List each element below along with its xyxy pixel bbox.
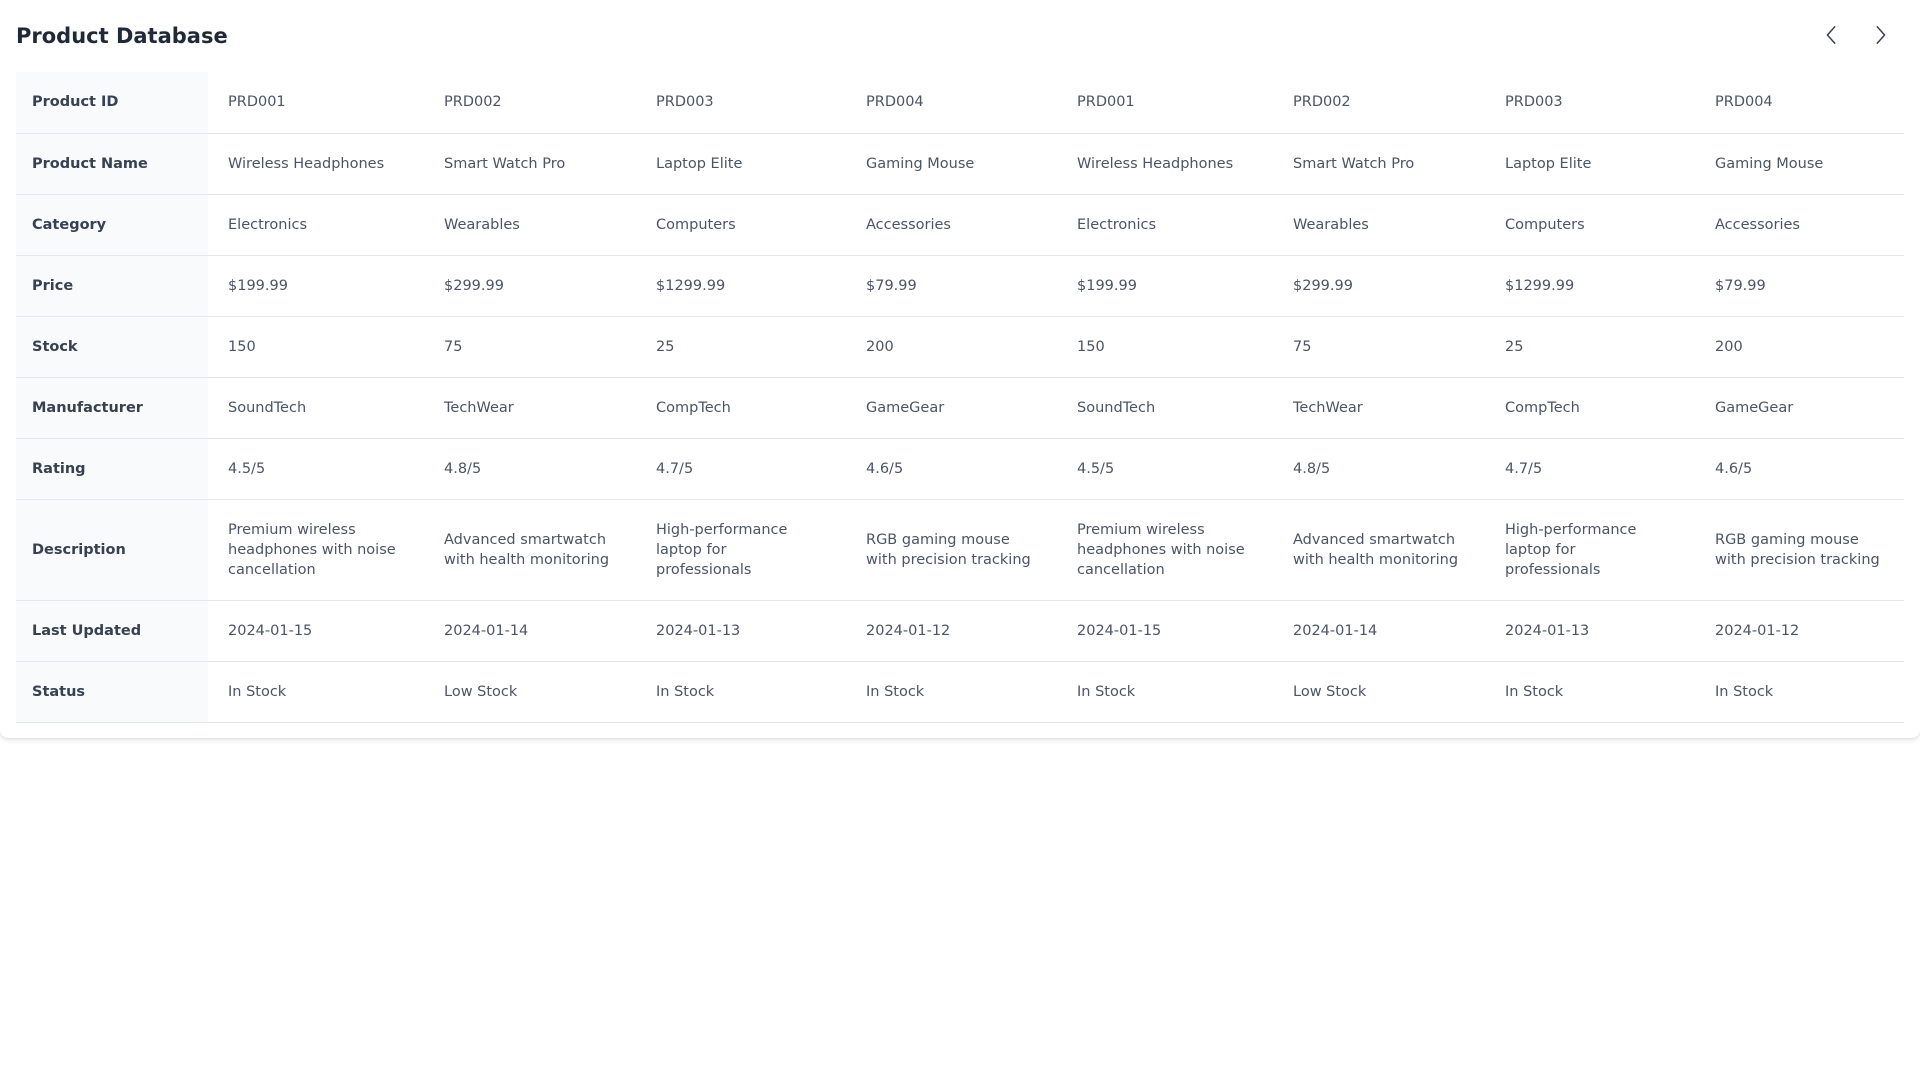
table-cell: PRD004 <box>846 72 1057 133</box>
table-cell: GameGear <box>846 377 1057 438</box>
table-cell: PRD003 <box>636 72 846 133</box>
table-cell: 2024-01-12 <box>846 600 1057 661</box>
row-label: Price <box>16 255 208 316</box>
chevron-left-icon <box>1821 24 1843 49</box>
table-cell: 4.5/5 <box>208 438 424 499</box>
table-cell: Premium wireless headphones with noise cancellation <box>1057 499 1273 600</box>
table-cell: In Stock <box>1485 661 1695 722</box>
table-cell: High-performance laptop for professionals <box>636 499 846 600</box>
table-cell: Electronics <box>1057 194 1273 255</box>
row-label: Last Updated <box>16 600 208 661</box>
table-cell: 4.5/5 <box>1057 438 1273 499</box>
table-cell: 2024-01-15 <box>208 600 424 661</box>
table-cell: TechWear <box>424 377 636 438</box>
table-cell: 25 <box>636 316 846 377</box>
table-cell: $299.99 <box>424 255 636 316</box>
table-cell: Low Stock <box>1273 661 1485 722</box>
table-cell: Advanced smartwatch with health monitoring <box>424 499 636 600</box>
table-cell: 4.7/5 <box>1485 438 1695 499</box>
table-cell: 4.7/5 <box>636 438 846 499</box>
table-cell: SoundTech <box>208 377 424 438</box>
table-cell: 75 <box>1273 316 1485 377</box>
table-cell: Wireless Headphones <box>1057 133 1273 194</box>
table-cell: GameGear <box>1695 377 1904 438</box>
page-title: Product Database <box>16 24 228 48</box>
table-cell: $79.99 <box>846 255 1057 316</box>
table-row <box>16 316 1904 377</box>
table-cell: In Stock <box>636 661 846 722</box>
row-label: Status <box>16 661 208 722</box>
table-cell: Computers <box>636 194 846 255</box>
next-button[interactable] <box>1860 16 1900 56</box>
table-cell: SoundTech <box>1057 377 1273 438</box>
table-cell: High-performance laptop for professionals <box>1485 499 1695 600</box>
row-label: Product Name <box>16 133 208 194</box>
table-cell: In Stock <box>846 661 1057 722</box>
table-cell: 2024-01-12 <box>1695 600 1904 661</box>
table-cell: $1299.99 <box>1485 255 1695 316</box>
table-cell: 4.8/5 <box>1273 438 1485 499</box>
row-label: Rating <box>16 438 208 499</box>
table-cell: PRD001 <box>1057 72 1273 133</box>
row-label: Stock <box>16 316 208 377</box>
product-table <box>16 72 1904 723</box>
table-cell: 4.8/5 <box>424 438 636 499</box>
table-cell: CompTech <box>636 377 846 438</box>
table-cell: TechWear <box>1273 377 1485 438</box>
table-cell: $299.99 <box>1273 255 1485 316</box>
table-cell: Premium wireless headphones with noise cancellation <box>208 499 424 600</box>
table-cell: 150 <box>208 316 424 377</box>
table-row <box>16 377 1904 438</box>
table-cell: RGB gaming mouse with precision tracking <box>1695 499 1904 600</box>
table-cell: PRD001 <box>208 72 424 133</box>
table-cell: 4.6/5 <box>1695 438 1904 499</box>
table-cell: $199.99 <box>208 255 424 316</box>
row-label: Category <box>16 194 208 255</box>
table-cell: PRD004 <box>1695 72 1904 133</box>
previous-button[interactable] <box>1812 16 1852 56</box>
table-cell: 2024-01-14 <box>424 600 636 661</box>
table-row <box>16 255 1904 316</box>
table-cell: Gaming Mouse <box>846 133 1057 194</box>
table-cell: 4.6/5 <box>846 438 1057 499</box>
table-cell: CompTech <box>1485 377 1695 438</box>
table-cell: Gaming Mouse <box>1695 133 1904 194</box>
chevron-right-icon <box>1869 24 1891 49</box>
table-cell: 2024-01-14 <box>1273 600 1485 661</box>
row-label: Product ID <box>16 72 208 133</box>
table-cell: 25 <box>1485 316 1695 377</box>
table-cell: Wireless Headphones <box>208 133 424 194</box>
table-cell: Smart Watch Pro <box>424 133 636 194</box>
table-row <box>16 499 1904 600</box>
table-row <box>16 438 1904 499</box>
table-cell: In Stock <box>1057 661 1273 722</box>
table-row <box>16 133 1904 194</box>
table-cell: 200 <box>1695 316 1904 377</box>
table-cell: $199.99 <box>1057 255 1273 316</box>
table-cell: PRD002 <box>424 72 636 133</box>
row-label: Description <box>16 499 208 600</box>
table-cell: Advanced smartwatch with health monitoring <box>1273 499 1485 600</box>
table-cell: 2024-01-15 <box>1057 600 1273 661</box>
table-cell: 200 <box>846 316 1057 377</box>
product-table-container <box>16 72 1904 723</box>
table-cell: PRD003 <box>1485 72 1695 133</box>
table-cell: Laptop Elite <box>1485 133 1695 194</box>
row-label: Manufacturer <box>16 377 208 438</box>
table-row <box>16 72 1904 133</box>
table-cell: Electronics <box>208 194 424 255</box>
table-row <box>16 661 1904 722</box>
table-cell: Smart Watch Pro <box>1273 133 1485 194</box>
table-cell: Wearables <box>424 194 636 255</box>
table-cell: Accessories <box>846 194 1057 255</box>
table-row <box>16 194 1904 255</box>
pagination-controls <box>1812 16 1900 56</box>
table-cell: Wearables <box>1273 194 1485 255</box>
table-cell: $79.99 <box>1695 255 1904 316</box>
table-cell: 2024-01-13 <box>636 600 846 661</box>
table-cell: Computers <box>1485 194 1695 255</box>
table-cell: RGB gaming mouse with precision tracking <box>846 499 1057 600</box>
table-cell: Accessories <box>1695 194 1904 255</box>
table-cell: Low Stock <box>424 661 636 722</box>
table-cell: In Stock <box>1695 661 1904 722</box>
table-cell: 75 <box>424 316 636 377</box>
table-cell: 2024-01-13 <box>1485 600 1695 661</box>
card-header <box>16 0 1904 72</box>
table-cell: In Stock <box>208 661 424 722</box>
table-cell: 150 <box>1057 316 1273 377</box>
table-cell: PRD002 <box>1273 72 1485 133</box>
table-cell: $1299.99 <box>636 255 846 316</box>
table-row <box>16 600 1904 661</box>
table-cell: Laptop Elite <box>636 133 846 194</box>
